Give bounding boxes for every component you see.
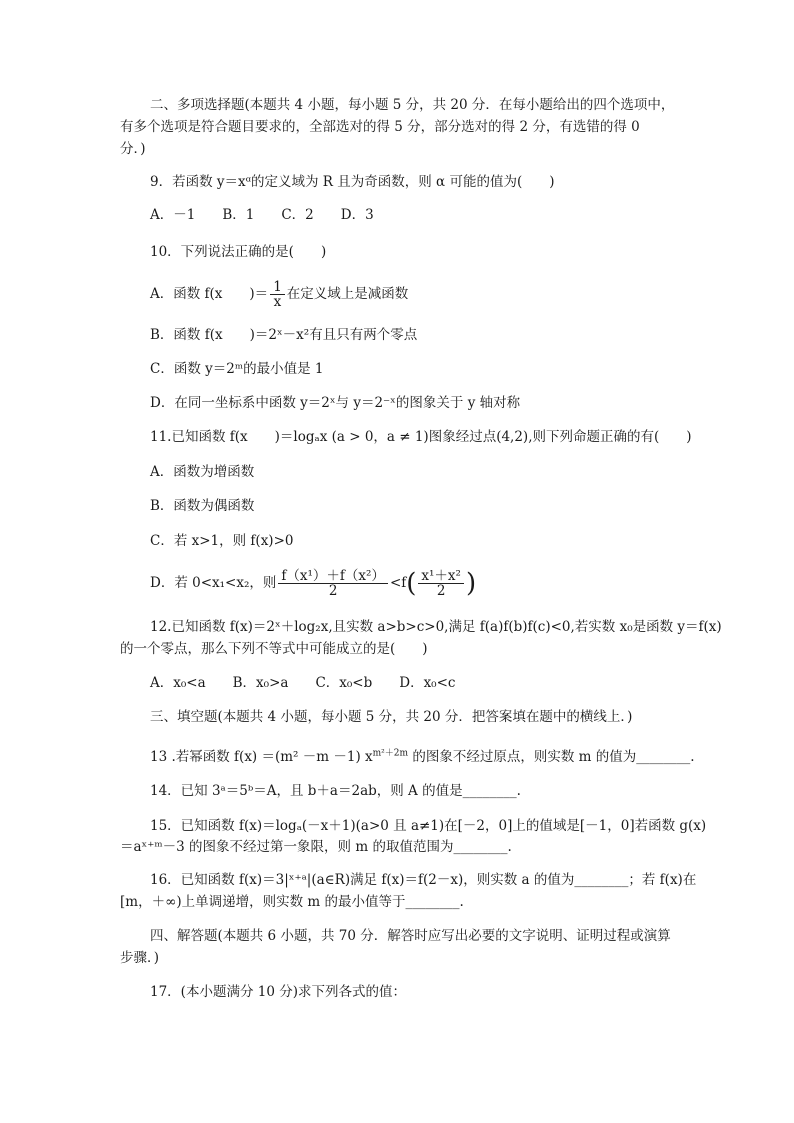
q11-d-left-paren: ( (406, 568, 417, 599)
question-11-option-d (150, 565, 476, 601)
section-2-heading-line2: 有多个选项是符合题目要求的，全部选对的得 5 分，部分选对的得 2 分，有选错的得 0 (120, 119, 640, 135)
q11-d-denominator-2: 2 (436, 583, 446, 599)
q11-d-numerator: f（x¹）＋f（x²） (278, 569, 388, 584)
question-15-line1: 15．已知函数 f(x)＝logₐ(－x＋1)(a>0 且 a≠1)在[－2，0]上的值域是[－1，0]若函数 g(x) (150, 818, 707, 834)
q11-d-fraction-left (278, 569, 388, 598)
question-12-options: A．x₀<a B．x₀>a C．x₀<b D．x₀<c (150, 675, 456, 691)
q10-a-fraction (270, 280, 285, 309)
question-12-line1: 12.已知函数 f(x)＝2ˣ＋log₂x,且实数 a>b>c>0,满足 f(a)f(b)f(c)<0,若实数 x₀是函数 y＝f(x) (150, 619, 722, 635)
section-4-heading-line1: 四、解答题(本题共 6 小题，共 70 分．解答时应写出必要的文字说明、证明过程或演算 (150, 928, 671, 944)
question-10-option-c: C．函数 y＝2ᵐ的最小值是 1 (150, 361, 324, 377)
question-11-option-c: C．若 x>1，则 f(x)>0 (150, 533, 294, 549)
section-2-heading-line3: 分．) (120, 141, 146, 157)
q11-d-numerator-2: x¹＋x² (418, 569, 464, 584)
question-16-line2: [m，＋∞)上单调递增，则实数 m 的最小值等于________. (120, 894, 464, 910)
q11-d-right-paren: ) (465, 568, 477, 599)
question-17: 17．(本小题满分 10 分)求下列各式的值： (150, 984, 406, 1000)
question-10-option-a (150, 276, 408, 312)
question-11-option-a: A．函数为增函数 (150, 464, 255, 480)
q13-prefix: 13 .若幂函数 f(x) ＝(m² －m －1) x (150, 749, 373, 765)
q13-exponent: m²＋2m (372, 748, 409, 759)
question-13 (150, 748, 695, 766)
q10-a-suffix: 在定义域上是减函数 (286, 286, 409, 302)
q11-d-denominator: 2 (328, 583, 338, 599)
question-10-option-b: B．函数 f(x )＝2ˣ－x²有且只有两个零点 (150, 327, 418, 343)
section-2-heading-line1: 二、多项选择题(本题共 4 小题，每小题 5 分，共 20 分．在每小题给出的四个选项中， (150, 97, 675, 113)
question-11-stem: 11.已知函数 f(x )＝logₐx (a > 0，a ≠ 1)图象经过点(4,2),则下列命题正确的有( ) (150, 429, 692, 445)
q10-a-prefix: A．函数 f(x )＝ (150, 286, 269, 302)
question-12-line2: 的一个零点，那么下列不等式中可能成立的是( ) (120, 641, 428, 657)
q11-d-fraction-right (418, 569, 464, 598)
question-9-stem: 9．若函数 y＝xᵅ的定义域为 R 且为奇函数，则 α 可能的值为( ) (150, 174, 555, 190)
q11-d-prefix: D．若 0<x₁<x₂，则 (150, 575, 277, 591)
question-11-option-b: B．函数为偶函数 (150, 498, 255, 514)
question-10-option-d: D．在同一坐标系中函数 y＝2ˣ与 y＝2⁻ˣ的图象关于 y 轴对称 (150, 395, 521, 411)
question-10-stem: 10．下列说法正确的是( ) (150, 244, 327, 260)
section-4-heading-line2: 步骤．) (120, 950, 160, 966)
question-9-options: A．－1 B．1 C．2 D．3 (150, 207, 374, 223)
q10-a-denominator: x (273, 294, 282, 310)
section-3-heading: 三、填空题(本题共 4 小题，每小题 5 分，共 20 分．把答案填在题中的横线上．) (150, 709, 633, 725)
question-15-line2: ＝aˣ⁺ᵐ－3 的图象不经过第一象限，则 m 的取值范围为________. (120, 839, 512, 855)
q13-suffix: 的图象不经过原点，则实数 m 的值为________. (408, 749, 695, 765)
q10-a-numerator: 1 (270, 280, 285, 295)
question-14: 14．已知 3ᵃ＝5ᵇ＝A，且 b＋a＝2ab，则 A 的值是________. (150, 783, 521, 799)
question-16-line1: 16．已知函数 f(x)＝3|ˣ⁺ᵃ|(a∈R)满足 f(x)＝f(2－x)，则实数 a 的值为________；若 f(x)在 (150, 872, 697, 888)
q11-d-middle: <f (389, 575, 407, 591)
